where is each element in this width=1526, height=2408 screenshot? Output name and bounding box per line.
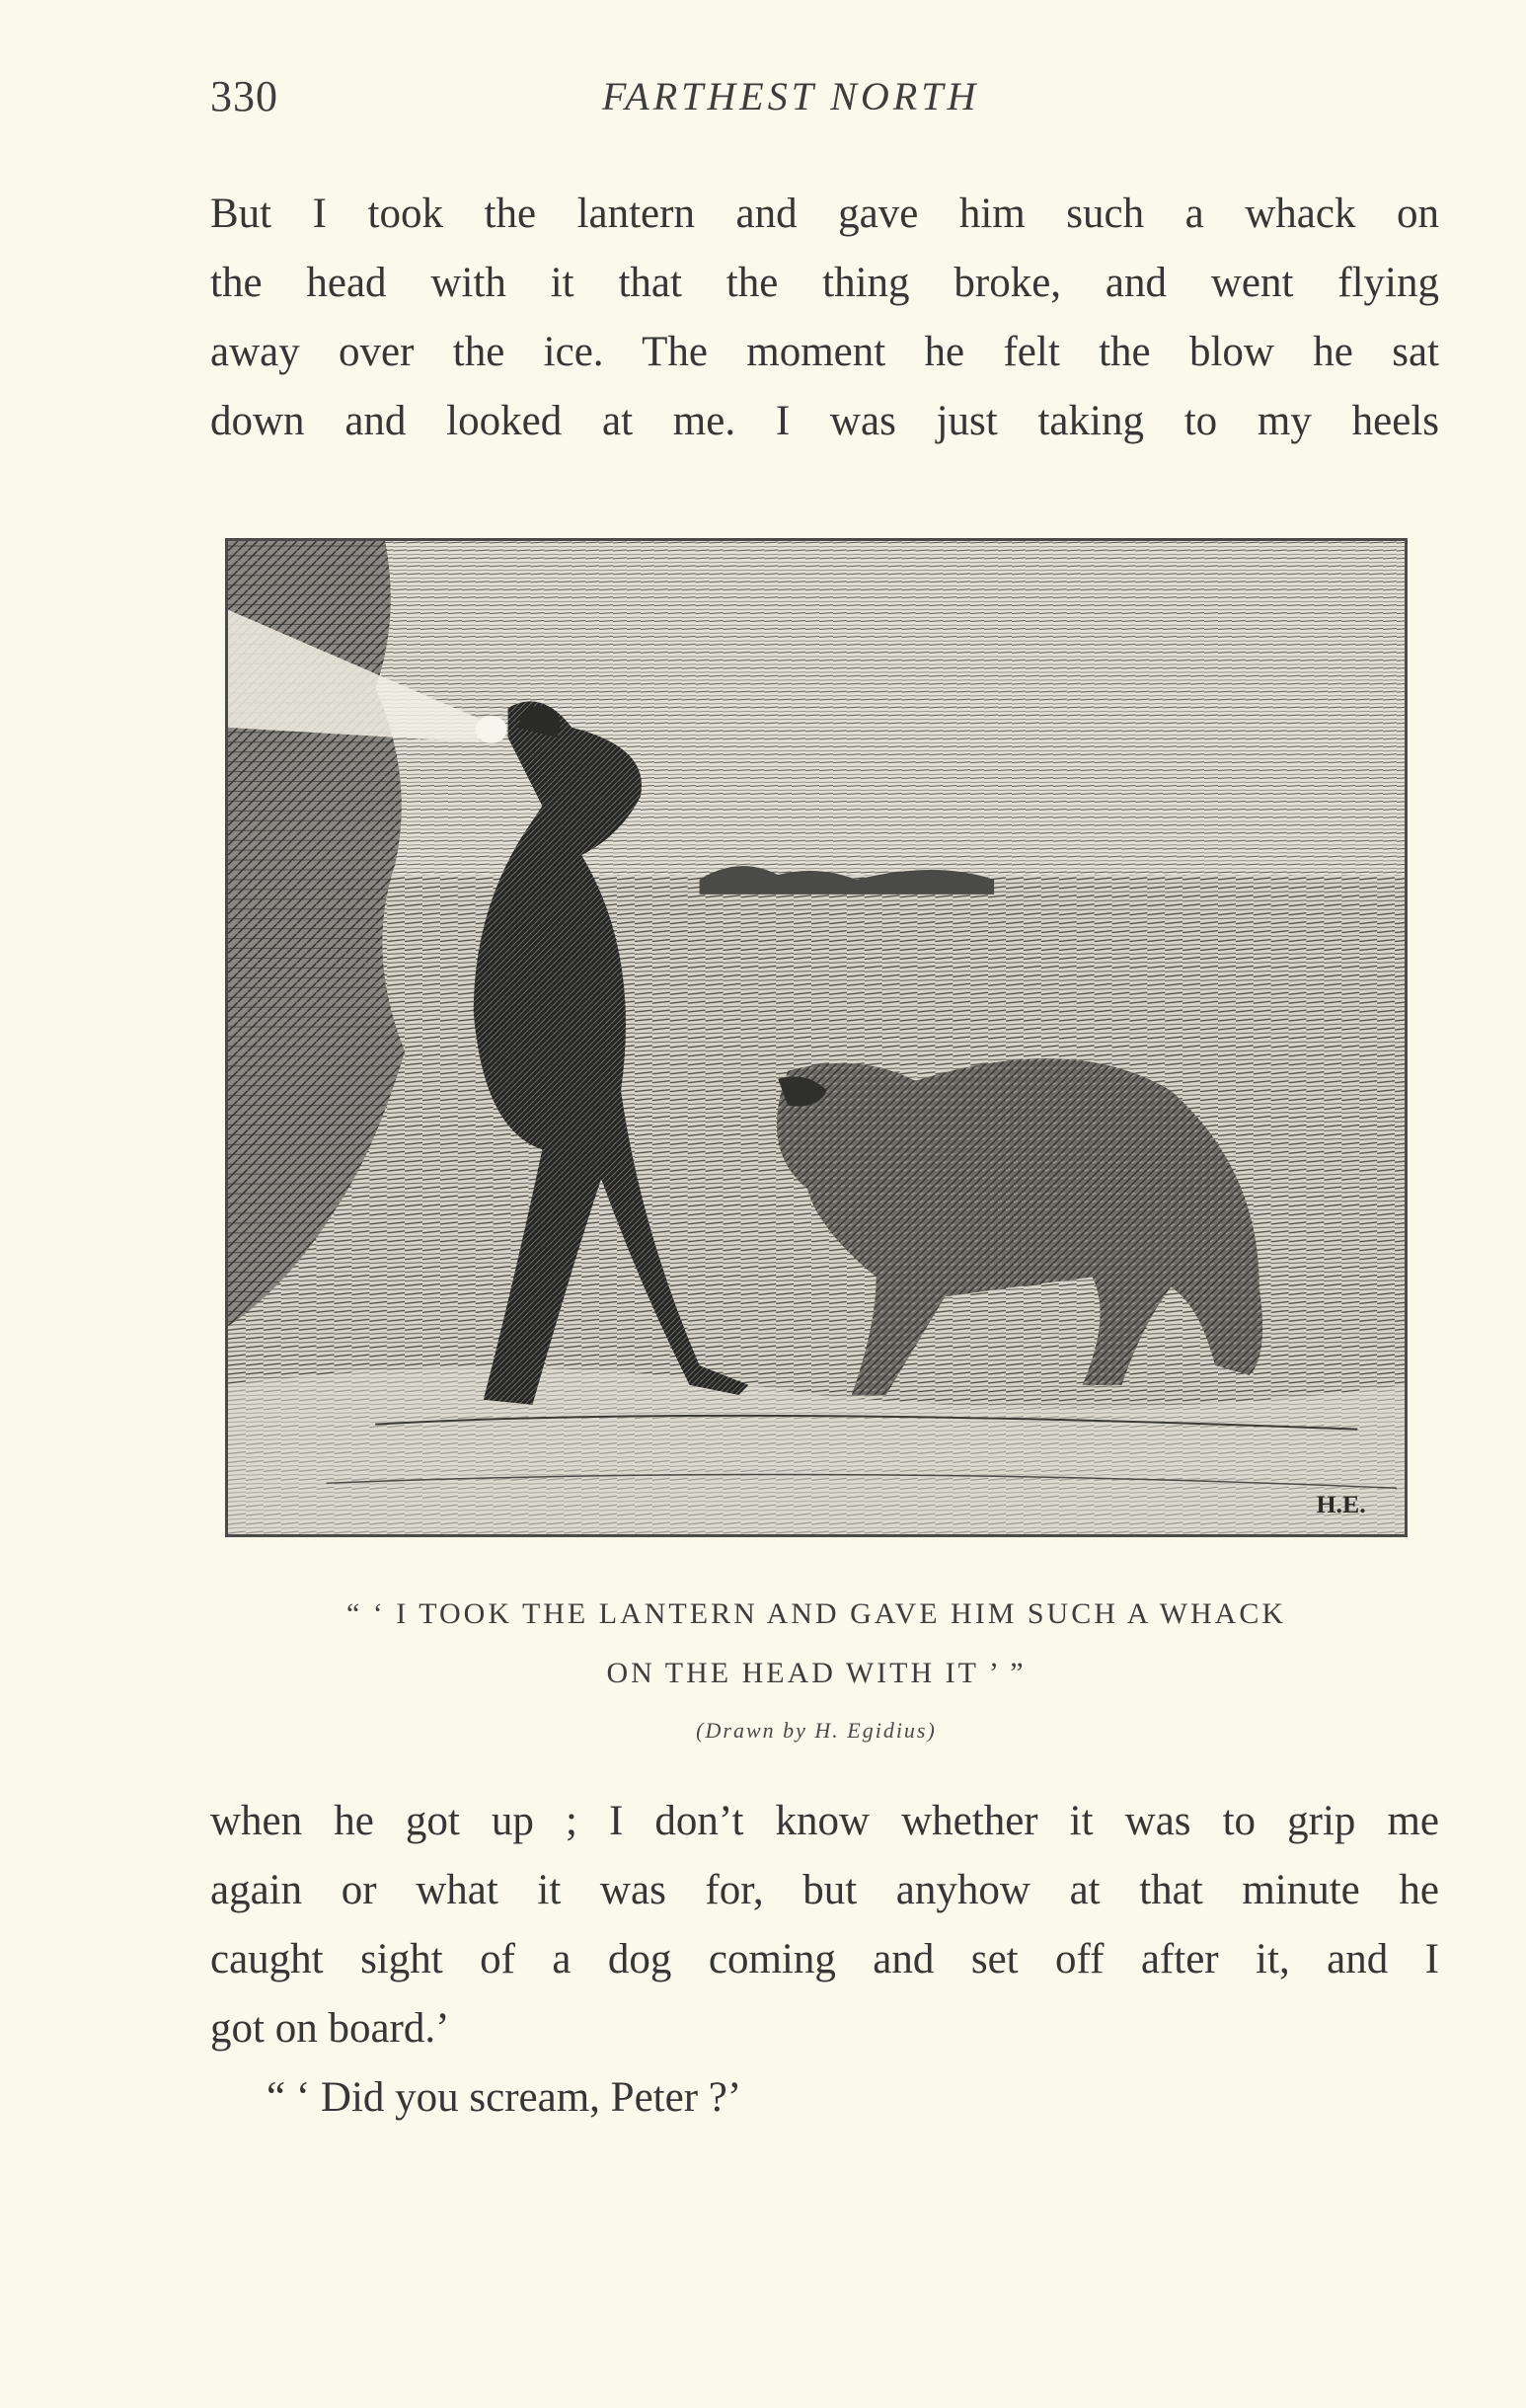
paragraph-final: “ ‘ Did you scream, Peter ?’ [267, 2074, 742, 2121]
text-line: down and looked at me. I was just taking to my heels [210, 398, 1439, 444]
page-number: 330 [210, 72, 278, 120]
text-line: got on board.’ [210, 2005, 450, 2052]
figure-caption-line-2: ON THE HEAD WITH IT ’ ” [606, 1657, 1027, 1689]
paragraph-bottom [210, 1787, 1439, 2063]
artist-signature: H.E. [1316, 1490, 1366, 1519]
text-line: But I took the lantern and gave him such a whack on [210, 191, 1439, 237]
figure-credit: (Drawn by H. Egidius) [696, 1718, 937, 1743]
illustration [225, 538, 1408, 1537]
running-title: FARTHEST NORTH [602, 74, 980, 118]
text-line: away over the ice. The moment he felt the blow he sat [210, 329, 1439, 375]
text-line: when he got up ; I don’t know whether it was to grip me [210, 1798, 1439, 1844]
illustration-drawing [228, 541, 1405, 1534]
paragraph-top [210, 180, 1439, 456]
text-line: the head with it that the thing broke, and went flying [210, 260, 1439, 306]
figure-caption-line-1: “ ‘ I TOOK THE LANTERN AND GAVE HIM SUCH A WHACK [345, 1597, 1287, 1630]
text-line: caught sight of a dog coming and set off after it, and I [210, 1936, 1439, 1982]
text-line: again or what it was for, but anyhow at that minute he [210, 1867, 1439, 1913]
